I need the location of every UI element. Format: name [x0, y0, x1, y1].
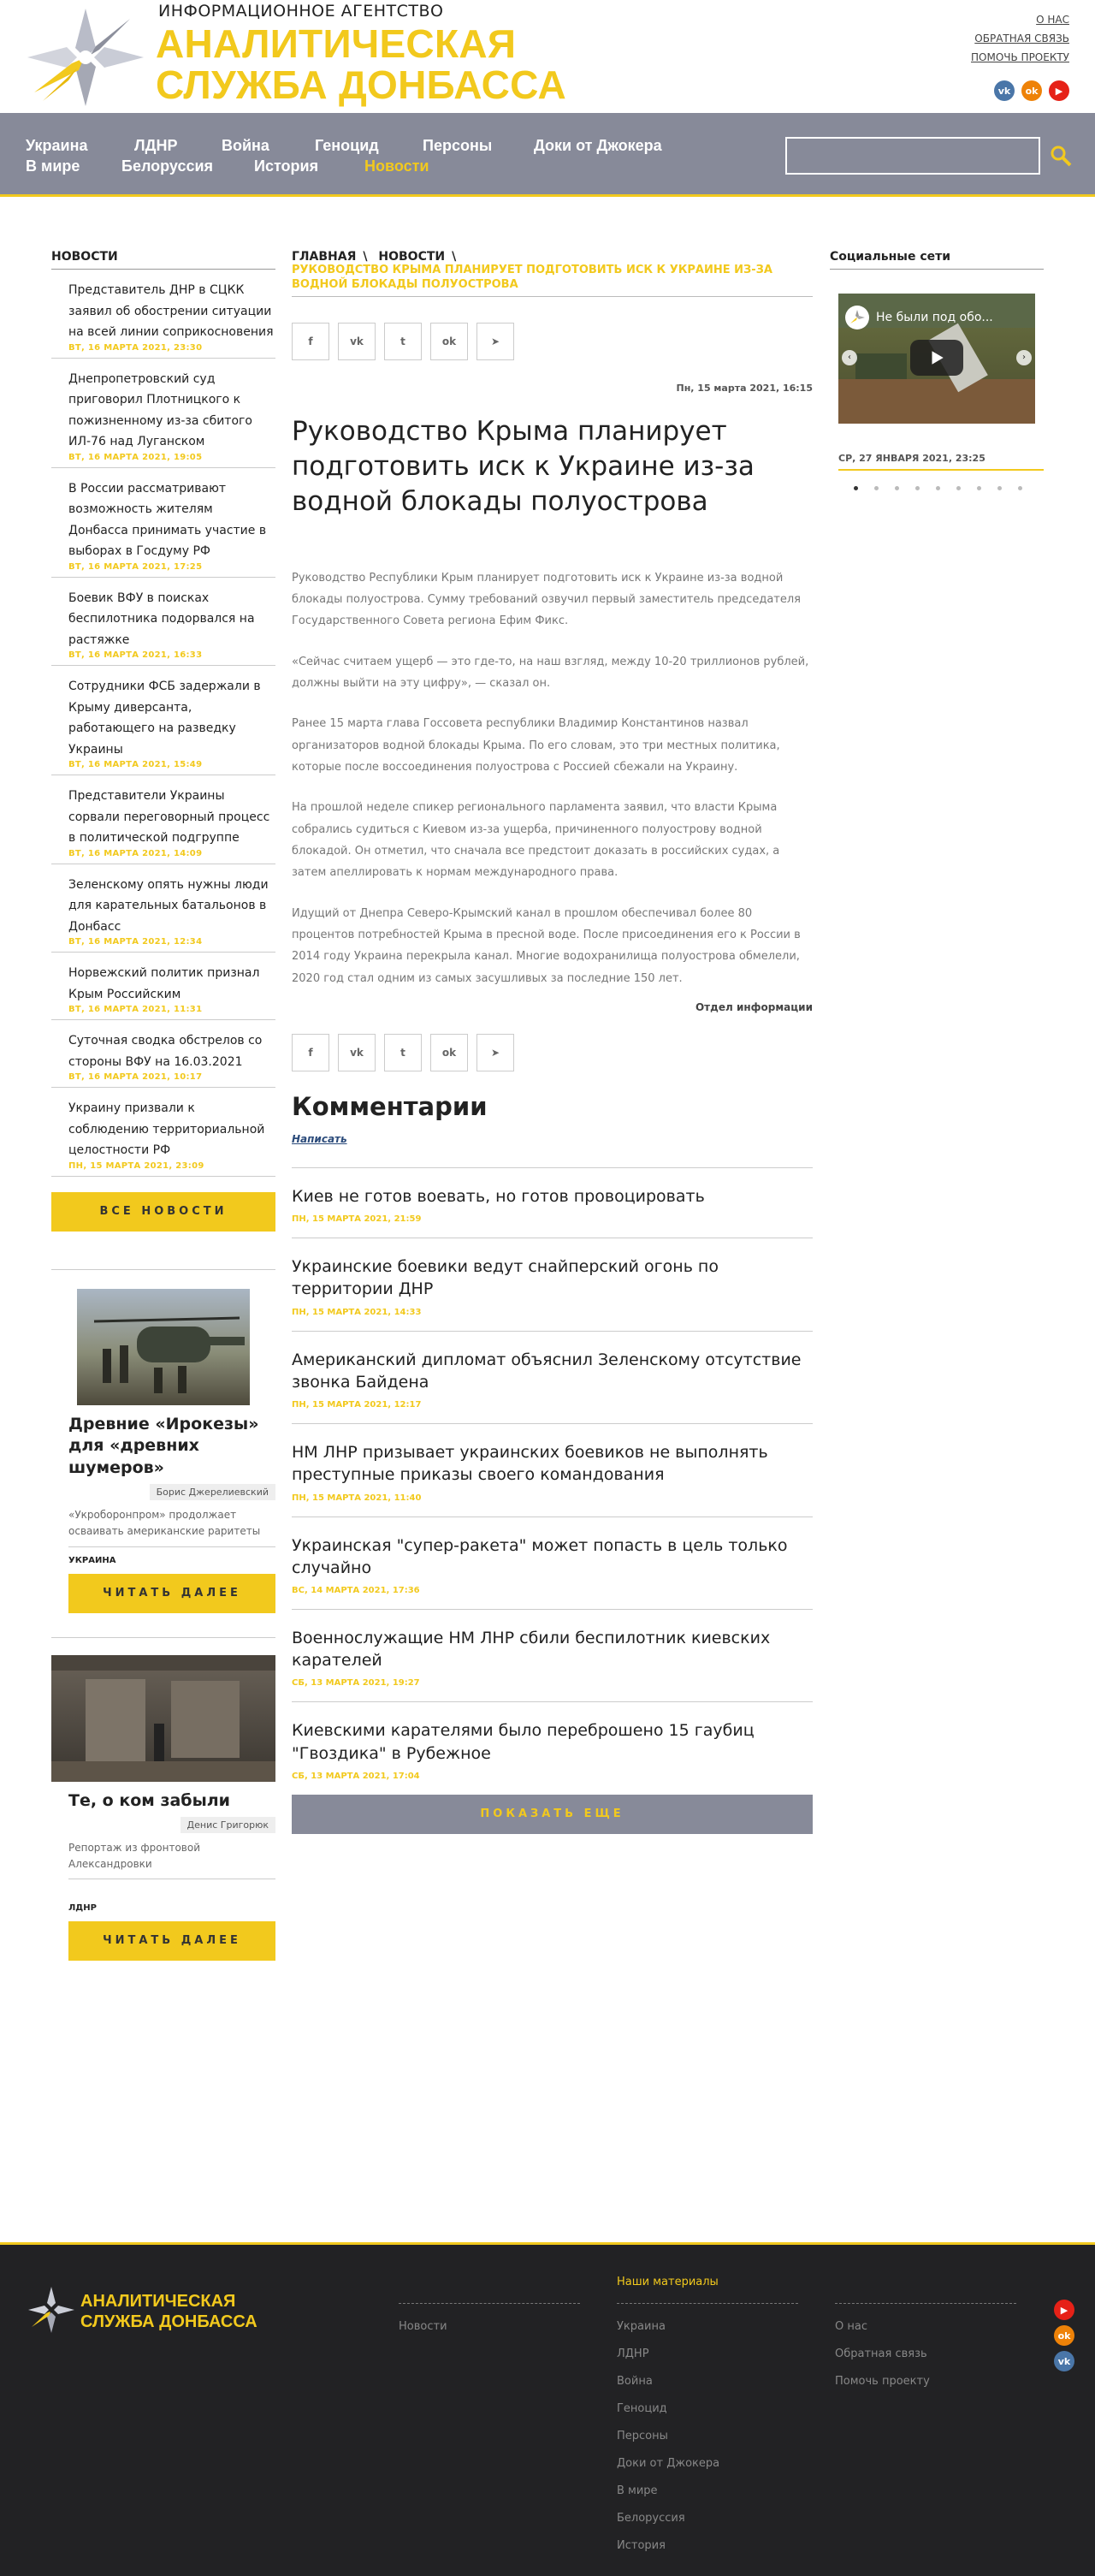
carousel-dot[interactable] [915, 486, 920, 490]
news-item[interactable] [51, 775, 275, 864]
related-item-title[interactable]: Украинские боевики ведут снайперский огонь по территории ДНР [292, 1257, 719, 1299]
related-item-date: СБ, 13 МАРТА 2021, 17:04 [292, 1771, 420, 1781]
vk-share-icon[interactable]: vk [338, 323, 376, 360]
twitter-share-icon[interactable]: t [384, 1034, 422, 1071]
footer-logo-line2: СЛУЖБА ДОНБАССА [80, 2312, 257, 2331]
social-section-title: Социальные сети [830, 250, 1044, 270]
about-link[interactable]: О НАС [1036, 14, 1069, 26]
footer-material-link[interactable]: В мире [617, 2484, 658, 2497]
news-item-date: ВТ, 16 МАРТА 2021, 12:34 [68, 937, 203, 947]
breadcrumb-news[interactable]: НОВОСТИ [378, 250, 446, 264]
news-item[interactable] [51, 666, 275, 775]
video-date: СР, 27 ЯНВАРЯ 2021, 23:25 [838, 453, 1044, 471]
news-item[interactable] [51, 1088, 275, 1177]
site-footer [0, 2242, 1095, 2576]
breadcrumb-sep: \ [363, 250, 368, 264]
all-news-button[interactable]: ВСЕ НОВОСТИ [51, 1192, 275, 1232]
news-item-date: ВТ, 16 МАРТА 2021, 17:25 [68, 561, 203, 572]
related-item-date: ПН, 15 МАРТА 2021, 12:17 [292, 1400, 422, 1410]
news-item[interactable] [51, 359, 275, 468]
carousel-dot[interactable] [977, 486, 981, 490]
nav-belarus[interactable]: Белоруссия [121, 157, 214, 175]
footer-odnoklassniki-icon[interactable]: ok [1054, 2325, 1074, 2346]
news-item-title[interactable]: Зеленскому опять нужны люди для карательных батальонов в Донбасс [68, 877, 269, 934]
vk-share-icon[interactable]: vk [338, 1034, 376, 1071]
carousel-dots [854, 486, 1044, 490]
feature-card-1-lead: «Укроборонпром» продолжает осваивать американские раритеты [68, 1507, 275, 1546]
news-item-title[interactable]: В России рассматривают возможность жителям Донбасса принимать участие в выборах в Госдуму РФ [68, 481, 267, 558]
search-input[interactable] [785, 137, 1040, 175]
carousel-dot[interactable] [997, 486, 1002, 490]
related-item-title[interactable]: Украинская "супер-ракета" может попасть в цель только случайно [292, 1535, 788, 1577]
chevron-left-icon[interactable]: ‹ [842, 350, 857, 365]
footer-link-feedback[interactable]: Обратная связь [835, 2347, 927, 2360]
related-item[interactable] [292, 1167, 813, 1238]
ruins-photo[interactable] [51, 1655, 275, 1782]
helicopter-photo[interactable] [77, 1289, 250, 1405]
feature-card-2-title[interactable]: Те, о ком забыли [68, 1790, 230, 1810]
breadcrumb-sep: \ [452, 250, 457, 264]
chevron-right-icon[interactable]: › [1016, 350, 1032, 365]
carousel-dot[interactable] [1018, 486, 1022, 490]
article-title: Руководство Крыма планирует подготовить иск к Украине из-за водной блокады полуострова [292, 415, 755, 517]
footer-logo-star-icon[interactable] [27, 2286, 75, 2334]
telegram-share-icon[interactable]: ➤ [476, 1034, 514, 1071]
news-item[interactable] [51, 953, 275, 1020]
footer-link-news[interactable]: Новости [399, 2320, 447, 2333]
footer-logo-line1: АНАЛИТИЧЕСКАЯ [80, 2292, 236, 2311]
related-item[interactable] [292, 1423, 813, 1516]
feature-card-2-author[interactable]: Денис Григорюк [181, 1817, 275, 1833]
vk-icon[interactable]: vk [994, 80, 1015, 101]
related-item-title[interactable]: Американский дипломат объяснил Зеленскому отсутствие звонка Байдена [292, 1350, 802, 1392]
news-item[interactable] [51, 1020, 275, 1088]
news-item-date: ВТ, 16 МАРТА 2021, 19:05 [68, 452, 203, 462]
feature-card-1-category[interactable]: УКРАИНА [68, 1555, 116, 1565]
comments-title: Комментарии [292, 1092, 488, 1121]
article-column [292, 250, 813, 1834]
related-item[interactable] [292, 1609, 813, 1701]
news-item[interactable] [51, 270, 275, 359]
nav-genocide[interactable]: Геноцид [315, 137, 379, 154]
related-news [292, 1167, 813, 1795]
play-icon[interactable] [910, 340, 963, 376]
related-item[interactable] [292, 1701, 813, 1794]
site-title-line1[interactable]: АНАЛИТИЧЕСКАЯ [156, 21, 517, 66]
footer-material-link[interactable]: ЛДНР [617, 2347, 649, 2360]
news-item-date: ПН, 15 МАРТА 2021, 23:09 [68, 1160, 204, 1171]
odnoklassniki-share-icon[interactable]: ok [430, 1034, 468, 1071]
footer-material-link[interactable]: Украина [617, 2320, 666, 2333]
feature-card-1 [51, 1269, 275, 1613]
odnoklassniki-share-icon[interactable]: ok [430, 323, 468, 360]
news-item-title[interactable]: Представитель ДНР в СЦКК заявил об обострении ситуации на всей линии соприкосновения [68, 283, 274, 339]
news-item-title[interactable]: Норвежский политик признал Крым Российским [68, 966, 260, 1001]
feature-card-2-category[interactable]: ЛДНР [68, 1903, 97, 1914]
related-item-date: ПН, 15 МАРТА 2021, 14:33 [292, 1307, 422, 1317]
nav-world[interactable]: В мире [26, 157, 80, 175]
footer-material-link[interactable]: История [617, 2539, 666, 2552]
left-column [51, 250, 275, 1961]
carousel-dot[interactable] [895, 486, 899, 490]
breadcrumb-current: РУКОВОДСТВО КРЫМА ПЛАНИРУЕТ ПОДГОТОВИТЬ ИСК К УКРАИНЕ ИЗ-ЗА ВОДНОЙ БЛОКАДЫ ПОЛУОСТРОВА [292, 264, 772, 291]
telegram-share-icon[interactable]: ➤ [476, 323, 514, 360]
news-item-date: ВТ, 16 МАРТА 2021, 16:33 [68, 650, 203, 660]
article-body [292, 567, 813, 990]
footer-material-link[interactable]: Геноцид [617, 2402, 667, 2415]
header-social [994, 80, 1069, 101]
news-item-date: ВТ, 16 МАРТА 2021, 14:09 [68, 848, 203, 858]
right-column [830, 250, 1044, 490]
related-item-title[interactable]: Киевскими карателями было переброшено 15 гаубиц "Гвоздика" в Рубежное [292, 1721, 755, 1763]
feature-card-2-read-more[interactable]: ЧИТАТЬ ДАЛЕЕ [68, 1921, 275, 1961]
related-item[interactable] [292, 1331, 813, 1423]
article-paragraph: На прошлой неделе спикер регионального парламента заявил, что власти Крыма собрались судиться с Киевом из-за ущерба, причиненного полуострову водной блокадой. Он отметил, что сначала все предстоит доказать в российских судах, а затем апеллировать к нормам международного права. [292, 801, 780, 880]
footer-vk-icon[interactable]: vk [1054, 2351, 1074, 2371]
carousel-dot[interactable] [936, 486, 940, 490]
top-links [971, 14, 1069, 70]
news-item-date: ВТ, 16 МАРТА 2021, 10:17 [68, 1072, 203, 1082]
search-icon[interactable] [1049, 144, 1073, 168]
nav-history[interactable]: История [254, 157, 319, 175]
news-item-title[interactable]: Днепропетровский суд приговорил Плотницкого к пожизненному из-за сбитого ИЛ-76 над Луганском [68, 371, 252, 448]
main-nav [0, 113, 1095, 197]
related-item[interactable] [292, 1238, 813, 1330]
nav-news[interactable]: Новости [364, 157, 429, 175]
news-item-title[interactable]: Боевик ВФУ в поисках беспилотника подорвался на растяжке [68, 591, 255, 647]
related-item-title[interactable]: НМ ЛНР призывает украинских боевиков не выполнять преступные приказы своего командования [292, 1443, 768, 1485]
news-item[interactable] [51, 864, 275, 953]
donate-link[interactable]: ПОМОЧЬ ПРОЕКТУ [971, 51, 1069, 63]
twitter-share-icon[interactable]: t [384, 323, 422, 360]
video-title[interactable]: Не были под обо... [876, 311, 993, 324]
logo-star-icon [849, 309, 866, 326]
news-item-title[interactable]: Украину призвали к соблюдению территориальной целостности РФ [68, 1101, 265, 1157]
article-author: Отдел информации [695, 1001, 813, 1013]
feedback-link[interactable]: ОБРАТНАЯ СВЯЗЬ [974, 33, 1069, 45]
footer-link-about[interactable]: О нас [835, 2320, 867, 2333]
related-item-title[interactable]: Киев не готов воевать, но готов провоцировать [292, 1187, 705, 1206]
article-paragraph: «Сейчас считаем ущерб — это где-то, на наш взгляд, между 10-20 триллионов рублей, должны выйти на эту цифру», — сказал он. [292, 655, 809, 690]
news-item-title[interactable]: Суточная сводка обстрелов со стороны ВФУ на 16.03.2021 [68, 1034, 263, 1069]
feature-card-1-read-more[interactable]: ЧИТАТЬ ДАЛЕЕ [68, 1574, 275, 1613]
nav-ldnr[interactable]: ЛДНР [134, 137, 178, 154]
related-item-date: ПН, 15 МАРТА 2021, 11:40 [292, 1493, 422, 1503]
odnoklassniki-icon[interactable]: ok [1021, 80, 1042, 101]
news-list [51, 270, 275, 1177]
write-comment-link[interactable]: Написать [292, 1133, 813, 1168]
article-paragraph: Идущий от Днепра Северо-Крымский канал в прошлом обеспечивал более 80 процентов потребностей Крыма в пресной воде. После присоединения его к России в 2014 году Украина перекрыла канал. Многие водохранилища полуострова обмелели, 2020 год стал одним из самых засушливых за последние 150 лет. [292, 906, 801, 985]
related-item-date: СБ, 13 МАРТА 2021, 19:27 [292, 1678, 420, 1689]
youtube-icon[interactable]: ▶ [1049, 80, 1069, 101]
carousel-dot[interactable] [956, 486, 961, 490]
article-paragraph: Ранее 15 марта глава Госсовета республики Владимир Константинов назвал организаторов водной блокады Крыма. По его словам, это три местных политика, которые после воссоединения полуострова с Россией сбежали на Украину. [292, 717, 780, 774]
news-item-title[interactable]: Представители Украины сорвали переговорный процесс в политической подгруппе [68, 789, 270, 845]
feature-card-2 [51, 1637, 275, 1962]
feature-card-1-title[interactable]: Древние «Ирокезы» для «древних шумеров» [68, 1414, 259, 1477]
nav-war[interactable]: Война [222, 137, 269, 154]
nav-joker-docs[interactable]: Доки от Джокера [534, 137, 662, 154]
footer-material-link[interactable]: Персоны [617, 2430, 668, 2442]
logo-star-icon[interactable] [26, 7, 145, 108]
share-bar-top [292, 323, 813, 360]
footer-logo-text[interactable] [80, 2291, 257, 2332]
feature-card-1-author[interactable]: Борис Джерелиевский [150, 1484, 275, 1500]
nav-ukraine[interactable]: Украина [26, 137, 88, 154]
article-paragraph: Руководство Республики Крым планирует подготовить иск к Украине из-за водной блокады полуострова. Сумму требований озвучил первый заместитель председателя Государственного Совета региона Ефим Фикс. [292, 571, 801, 628]
footer-material-link[interactable]: Война [617, 2375, 653, 2388]
footer-material-link[interactable]: Доки от Джокера [617, 2457, 720, 2470]
share-bar-bottom [292, 1034, 813, 1071]
site-header [0, 0, 1095, 113]
news-item-date: ВТ, 16 МАРТА 2021, 15:49 [68, 760, 203, 769]
nav-persons[interactable]: Персоны [423, 137, 493, 154]
footer-material-link[interactable]: Белоруссия [617, 2512, 685, 2525]
news-section-title: НОВОСТИ [51, 250, 275, 270]
carousel-dot[interactable] [854, 486, 858, 490]
footer-youtube-icon[interactable]: ▶ [1054, 2300, 1074, 2320]
show-more-button[interactable]: ПОКАЗАТЬ ЕЩЕ [292, 1795, 813, 1834]
breadcrumb [292, 250, 813, 293]
feature-card-2-lead: Репортаж из фронтовой Александровки [68, 1840, 275, 1879]
agency-label: ИНФОРМАЦИОННОЕ АГЕНТСТВО [158, 2, 444, 21]
facebook-share-icon[interactable]: f [292, 1034, 329, 1071]
breadcrumb-home[interactable]: ГЛАВНАЯ [292, 250, 357, 264]
article-date: Пн, 15 марта 2021, 16:15 [676, 382, 813, 394]
related-item-date: ПН, 15 МАРТА 2021, 21:59 [292, 1214, 422, 1225]
news-item[interactable] [51, 578, 275, 667]
related-item[interactable] [292, 1517, 813, 1609]
carousel-dot[interactable] [874, 486, 879, 490]
news-item-date: ВТ, 16 МАРТА 2021, 23:30 [68, 342, 203, 353]
channel-avatar[interactable] [845, 306, 869, 329]
news-item-title[interactable]: Сотрудники ФСБ задержали в Крыму диверсанта, работающего на разведку Украины [68, 680, 261, 757]
news-item[interactable] [51, 468, 275, 578]
video-player[interactable] [838, 294, 1035, 424]
related-item-title[interactable]: Военнослужащие НМ ЛНР сбили беспилотник киевских карателей [292, 1628, 771, 1671]
footer-link-donate[interactable]: Помочь проекту [835, 2375, 930, 2388]
related-item-date: ВС, 14 МАРТА 2021, 17:36 [292, 1585, 420, 1595]
facebook-share-icon[interactable]: f [292, 323, 329, 360]
site-title-line2[interactable]: СЛУЖБА ДОНБАССА [156, 62, 567, 107]
footer-materials-title: Наши материалы [617, 2276, 719, 2288]
news-item-date: ВТ, 16 МАРТА 2021, 11:31 [68, 1005, 203, 1014]
